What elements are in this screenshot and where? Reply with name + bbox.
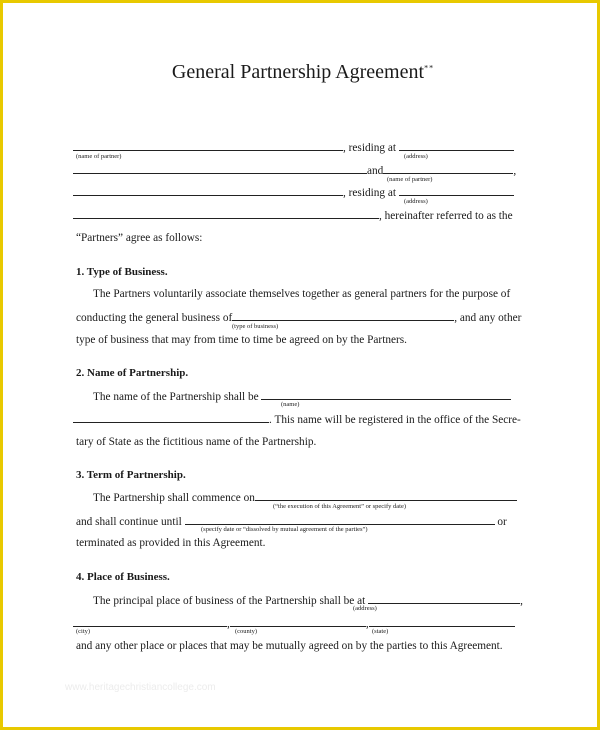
commence-date-blank[interactable]	[255, 491, 517, 501]
section-3-or: or	[497, 516, 507, 528]
section-1-line-1: The Partners voluntarily associate themselves together as general partners for the purpose of	[93, 288, 511, 300]
section-2-line-1	[93, 390, 511, 403]
section-1-line-2-text: conducting the general business of	[76, 312, 233, 324]
caption-city: (city)	[76, 628, 91, 635]
partner-2-residing-line	[73, 186, 514, 199]
partners-agree-text: “Partners” agree as follows:	[76, 232, 203, 244]
title-text: General Partnership Agreement	[171, 61, 425, 83]
title-mark: **	[424, 63, 435, 73]
section-3-line-3: terminated as provided in this Agreement.	[76, 537, 266, 549]
section-4-comma-3: ,	[365, 618, 369, 630]
county-blank[interactable]	[230, 617, 366, 627]
section-1-line-3: type of business that may from time to time be agreed on by the Partners.	[76, 334, 407, 346]
partner-2-extra-blank[interactable]	[73, 186, 343, 196]
section-2-line-2	[73, 413, 521, 426]
section-4-comma-2: ,	[227, 618, 230, 630]
section-1-line-2	[76, 311, 521, 324]
caption-type-of-business: (type of business)	[232, 323, 279, 330]
caption-name-of-partner: (name of partner)	[76, 153, 122, 160]
caption-commence-date: (“the execution of this Agreement” or specify date)	[273, 503, 407, 510]
section-2-line-3: tary of State as the fictitious name of the Partnership.	[76, 436, 317, 448]
place-of-business-blank[interactable]	[368, 594, 520, 604]
section-4-comma-1: ,	[520, 595, 523, 607]
section-2-line-2-text: . This name will be registered in the office of the Secre-	[269, 414, 521, 426]
document-page	[3, 3, 597, 727]
section-4-line-1-text: The principal place of business of the Partnership shall be at	[93, 595, 366, 607]
section-2-line-1-text: The name of the Partnership shall be	[93, 391, 259, 403]
partner-2-line	[73, 164, 516, 177]
partner-1-line	[73, 141, 514, 154]
residing-at-label-2: , residing at	[343, 187, 397, 199]
partner-2-address-blank[interactable]	[399, 186, 514, 196]
section-4-line-3: and any other place or places that may be mutually agreed on by the parties to this Agreement.	[76, 640, 503, 652]
section-3-line-1-text: The Partnership shall commence on	[93, 492, 255, 504]
caption-address: (address)	[404, 153, 428, 160]
hereinafter-line	[73, 209, 513, 222]
section-3-line-2-text: and shall continue until	[76, 516, 182, 528]
hereinafter-text: , hereinafter referred to as the	[379, 210, 513, 222]
section-4-line-2	[73, 617, 515, 630]
partner-1-name-blank[interactable]	[73, 141, 343, 151]
and-label: and	[367, 165, 384, 177]
partner-1-address-continued-blank[interactable]	[73, 164, 367, 174]
section-4-line-1	[93, 594, 523, 607]
section-2-heading: 2. Name of Partnership.	[76, 367, 189, 379]
caption-name-of-partner-2: (name of partner)	[387, 176, 433, 183]
document-title	[3, 61, 600, 84]
caption-state: (state)	[372, 628, 389, 635]
type-of-business-blank[interactable]	[232, 311, 454, 321]
residing-at-label: , residing at	[343, 142, 397, 154]
city-blank[interactable]	[73, 617, 227, 627]
caption-address-2: (address)	[404, 198, 428, 205]
state-blank[interactable]	[369, 617, 515, 627]
caption-county: (county)	[235, 628, 258, 635]
section-1-line-2-end: , and any other	[454, 312, 522, 324]
partnership-name-blank[interactable]	[261, 390, 511, 400]
caption-business-address: (address)	[353, 605, 377, 612]
partner-2-name-blank[interactable]	[383, 164, 513, 174]
caption-continue-until: (specify date or “dissolved by mutual agreement of the parties”)	[201, 526, 368, 533]
section-4-heading: 4. Place of Business.	[76, 571, 170, 583]
partner-2-address-continued-blank[interactable]	[73, 209, 379, 219]
section-1-heading: 1. Type of Business.	[76, 266, 168, 278]
section-3-heading: 3. Term of Partnership.	[76, 469, 186, 481]
watermark: www.heritagechristiancollege.com	[65, 682, 216, 693]
partnership-name-continued-blank[interactable]	[73, 413, 269, 423]
caption-name: (name)	[281, 401, 300, 408]
continue-until-blank[interactable]	[185, 515, 495, 525]
partner-1-address-blank[interactable]	[399, 141, 514, 151]
partner-2-comma: ,	[513, 165, 517, 177]
